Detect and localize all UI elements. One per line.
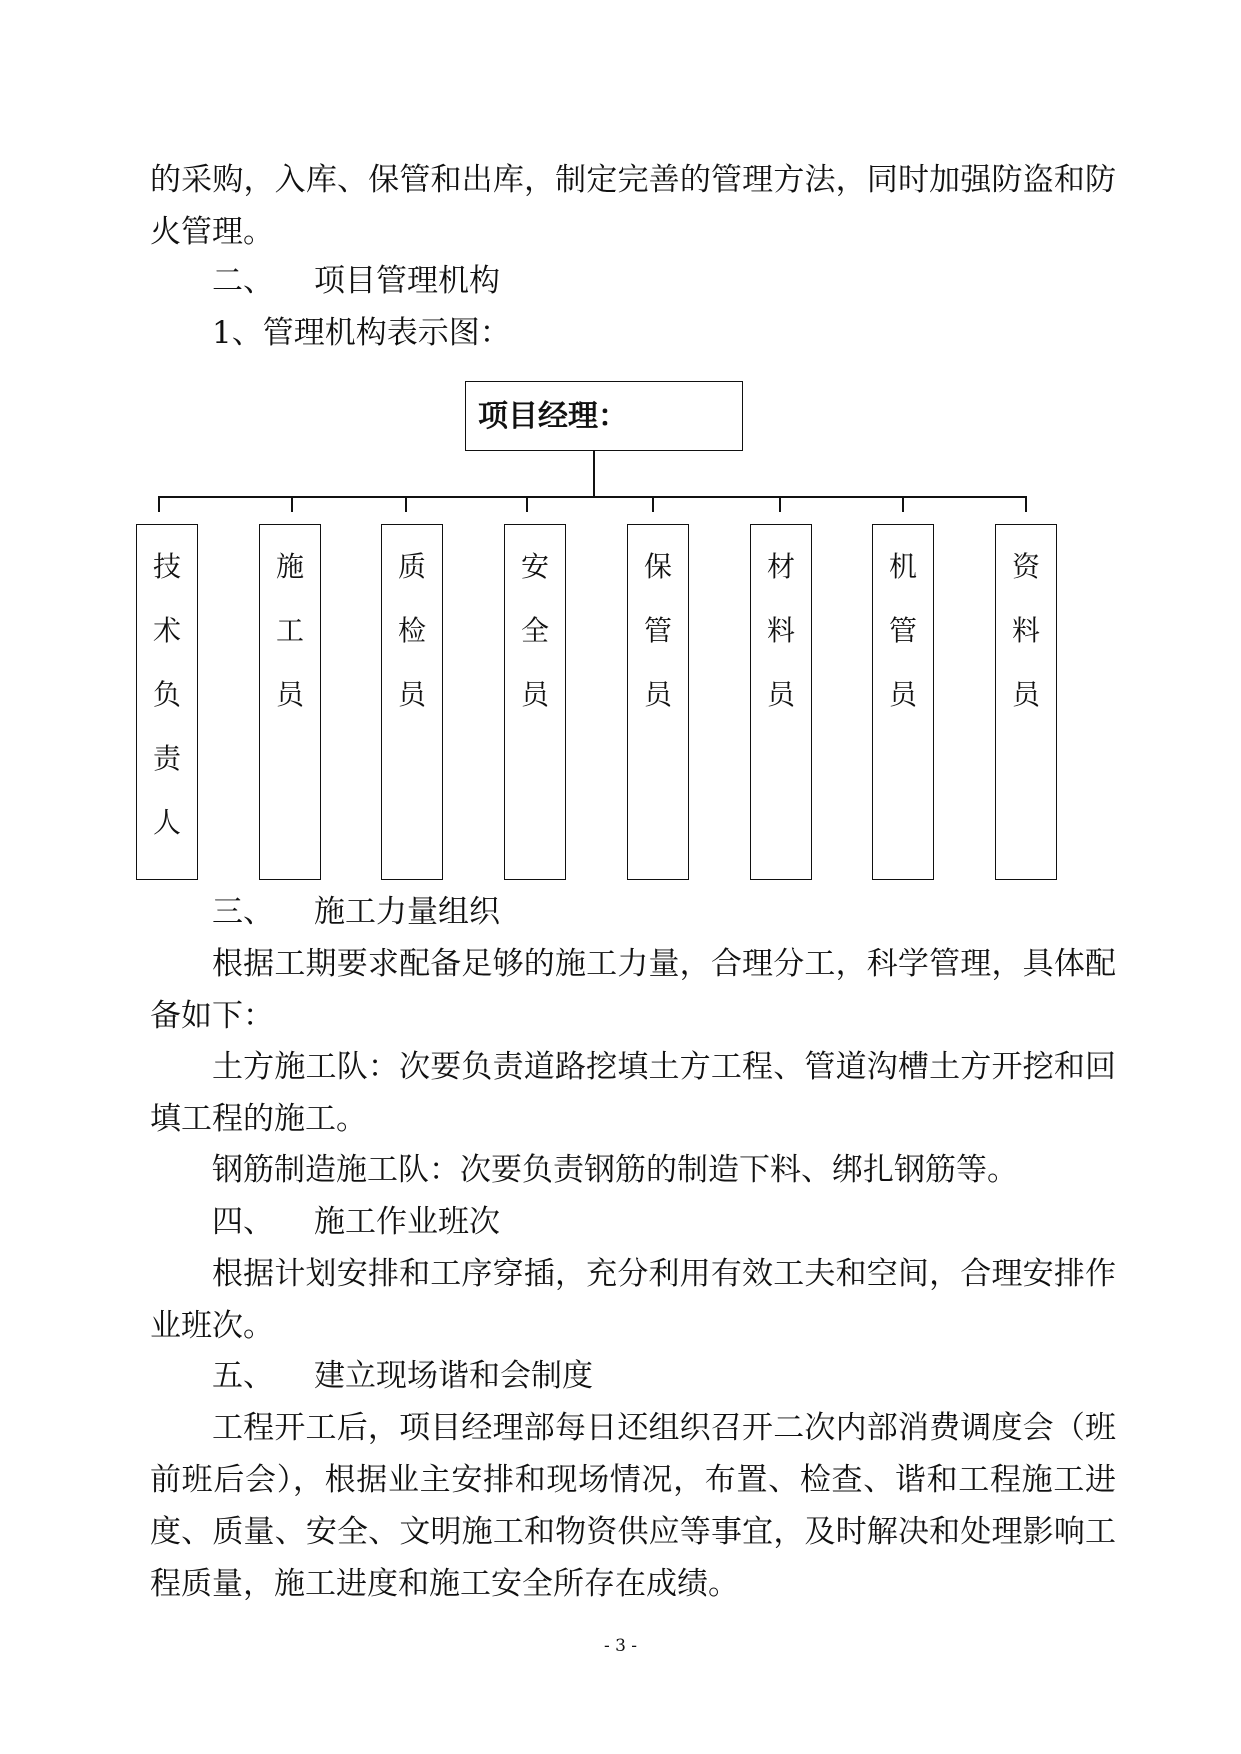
org-box-char: 料 [1011,614,1040,647]
org-box-construction [259,524,321,880]
heading-number: 二、 [212,263,274,299]
org-box-safety [504,524,566,880]
org-box-char: 人 [152,806,181,839]
org-box-materials [750,524,812,880]
paragraph-materials: 的采购，入库、保管和出库，制定完善的管理方法，同时加强防盗和防火管理。 [150,162,1116,250]
heading-text: 建立现场谐和会制度 [314,1358,593,1394]
org-box-char: 责 [152,742,181,775]
paragraph-coordination: 工程开工后，项目经理部每日还组织召开二次内部消费调度会（班前班后会），根据业主安排和现场情况，布置、检查、谐和工程施工进度、质量、安全、文明施工和物资供应等事宜，及时解决和处理影响工程质量，施工进度和施工安全所存在成绩。 [150,1410,1116,1602]
org-box-char: 施 [275,550,304,583]
org-box-char: 员 [397,678,426,711]
org-box-char: 全 [520,614,549,647]
org-box-char: 员 [520,678,549,711]
org-box-char: 员 [275,678,304,711]
org-chart-tick [405,496,407,512]
org-chart-tick [526,496,528,512]
paragraph-workforce: 根据工期要求配备足够的施工力量，合理分工，科学管理，具体配备如下： [150,946,1116,1034]
org-box-char: 员 [888,678,917,711]
org-box-char: 员 [1011,678,1040,711]
org-box-char: 术 [152,614,181,647]
paragraph-earthwork-team: 土方施工队：次要负责道路挖填土方工程、管道沟槽土方开挖和回填工程的施工。 [150,1049,1116,1137]
org-box-char: 员 [643,678,672,711]
section-heading-4 [212,1196,500,1248]
org-box-char: 技 [152,550,181,583]
page-number: - 3 - [603,1636,638,1656]
org-box-custodian [627,524,689,880]
org-box-char: 材 [766,550,795,583]
sub-heading-org-chart: 1、管理机构表示图： [212,315,511,351]
org-box-documents [995,524,1057,880]
org-chart-bar [158,496,1026,498]
org-box-char: 检 [397,614,426,647]
paragraph-rebar-team: 钢筋制造施工队：次要负责钢筋的制造下料、绑扎钢筋等。 [212,1152,1018,1188]
heading-text: 施工力量组织 [314,894,500,930]
heading-text: 施工作业班次 [314,1204,500,1240]
section-heading-2 [212,255,500,307]
heading-number: 四、 [212,1204,274,1240]
org-box-char: 资 [1011,550,1040,583]
org-chart-tick [902,496,904,512]
org-box-quality [381,524,443,880]
section-heading-5 [212,1350,593,1402]
org-box-char: 工 [275,614,304,647]
org-chart-tick [291,496,293,512]
org-box-char: 质 [397,550,426,583]
org-box-tech-lead [136,524,198,880]
org-chart-top-box: 项目经理： [465,381,743,451]
heading-number: 三、 [212,894,274,930]
heading-number: 五、 [212,1358,274,1394]
org-box-char: 负 [152,678,181,711]
org-box-machinery [872,524,934,880]
org-box-char: 安 [520,550,549,583]
org-box-char: 保 [643,550,672,583]
org-chart-tick [652,496,654,512]
org-box-char: 员 [766,678,795,711]
org-chart-tick [158,496,160,512]
org-box-char: 管 [643,614,672,647]
paragraph-shifts: 根据计划安排和工序穿插，充分利用有效工夫和空间，合理安排作业班次。 [150,1256,1116,1344]
org-chart-tick [779,496,781,512]
heading-text: 项目管理机构 [314,263,500,299]
org-chart-stem [593,451,595,497]
org-box-char: 机 [888,550,917,583]
org-box-char: 管 [888,614,917,647]
org-box-char: 料 [766,614,795,647]
org-chart-tick [1025,496,1027,512]
section-heading-3 [212,886,500,938]
